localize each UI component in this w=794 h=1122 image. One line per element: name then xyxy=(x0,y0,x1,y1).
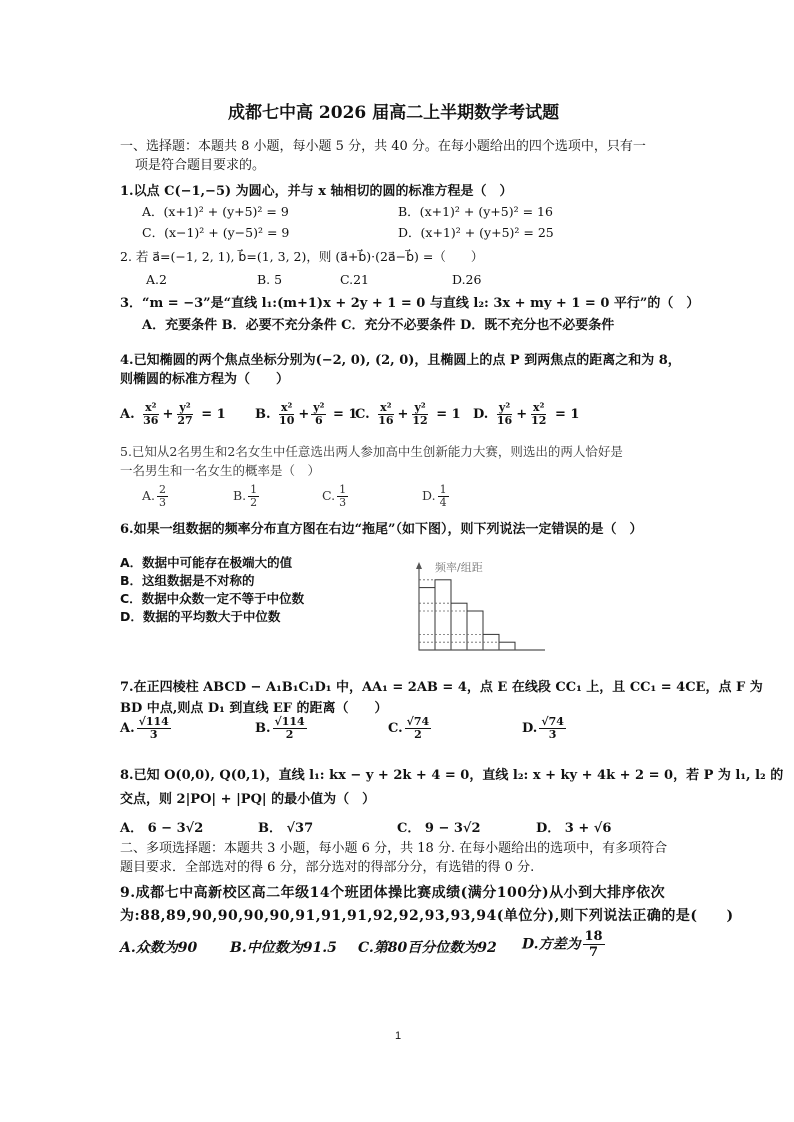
q9-option-b: B.中位数为91.5 xyxy=(230,940,337,956)
section2-heading: 二、多项选择题：本题共 3 小题，每小题 6 分，共 18 分. 在每小题给出的选项中，有多项符合 xyxy=(120,841,668,856)
histogram-bar xyxy=(435,580,451,650)
q2-option-d: D.26 xyxy=(452,272,482,287)
q5-option-d: D. $\frac{1}{4}$ xyxy=(422,483,447,509)
page-title: 成都七中高 2026 届高二上半期数学考试题 xyxy=(228,103,560,123)
q2-stem: 2. 若 a⃗=(−1, 2, 1), b⃗=(1, 3, 2)，则 (a⃗+b⃗)·(2a⃗−b⃗) =（ ） xyxy=(120,249,484,264)
q1-option-d: D．(x+1)² + (y+5)² = 25 xyxy=(398,225,554,240)
q5-option-b: B. $\frac{1}{2}$ xyxy=(233,483,258,509)
q8-stem: 8.已知 O(0,0), Q(0,1)，直线 l₁: kx − y + 2k + 4 = 0，直线 l₂: x + ky + 4k + 2 = 0，若 P 为 l₁, l₂ 的 xyxy=(120,768,784,783)
q9-option-d: D.方差为 $\frac{18}{7}$ xyxy=(522,929,603,960)
histogram-bar xyxy=(467,611,483,650)
q4-stem: 4.已知椭圆的两个焦点坐标分别为(−2, 0), (2, 0)，且椭圆上的点 P 到两焦点的距离之和为 8， xyxy=(120,353,681,368)
q6-stem: 6.如果一组数据的频率分布直方图在右边“拖尾”（如下图），则下列说法一定错误的是（ ） xyxy=(120,522,643,537)
q5-stem-cont: 一名男生和一名女生的概率是（ ） xyxy=(120,463,321,478)
q9-option-a: A.众数为90 xyxy=(120,940,198,956)
q2-option-b: B. 5 xyxy=(257,272,283,287)
histogram-chart xyxy=(405,556,555,656)
q4-stem-cont: 则椭圆的标准方程为（ ） xyxy=(120,372,290,387)
page-number: 1 xyxy=(395,1030,402,1042)
q3-options: A．充要条件 B．必要不充分条件 C．充分不必要条件 D．既不充分也不必要条件 xyxy=(142,318,615,333)
q8-option-c: C． 9 − 3√2 xyxy=(397,821,481,836)
section2-heading-cont: 题目要求．全部选对的得 6 分，部分选对的得部分分，有选错的得 0 分. xyxy=(120,860,535,875)
q6-option-a: A．数据中可能存在极端大的值 xyxy=(120,555,293,570)
q5-option-a: A. $\frac{2}{3}$ xyxy=(142,483,167,509)
q6-option-b: B．这组数据是不对称的 xyxy=(120,573,255,588)
q9-stem-cont: 为:88,89,90,90,90,90,91,91,91,92,92,93,93,94(单位分),则下列说法正确的是( ) xyxy=(120,908,734,924)
q4-option-b: B. $\frac{\text{x²}}{10}$ + $\frac{\text{y²}}{6}$ = 1 xyxy=(255,401,358,427)
q7-option-d: D. $\frac{√74}{3}$ xyxy=(522,715,564,741)
q8-option-a: A． 6 − 3√2 xyxy=(120,821,204,836)
q8-option-d: D． 3 + √6 xyxy=(536,821,612,836)
histogram-bar xyxy=(419,588,435,650)
q7-option-a: A. $\frac{√114}{3}$ xyxy=(120,715,169,741)
histogram-bar xyxy=(499,642,515,650)
y-axis-label: 频率/组距 xyxy=(435,561,483,574)
q5-option-c: C. $\frac{1}{3}$ xyxy=(322,483,347,509)
section1-heading: 一、选择题：本题共 8 小题，每小题 5 分，共 40 分。在每小题给出的四个选项中，只有一 xyxy=(120,139,646,154)
q6-option-c: C．数据中众数一定不等于中位数 xyxy=(120,591,305,606)
q1-option-b: B．(x+1)² + (y+5)² = 16 xyxy=(398,204,553,219)
q7-option-b: B. $\frac{√114}{2}$ xyxy=(255,715,305,741)
q2-option-c: C.21 xyxy=(340,272,369,287)
q1-option-c: C．(x−1)² + (y−5)² = 9 xyxy=(142,225,290,240)
y-axis-arrow xyxy=(416,562,422,569)
q1-stem: 1.以点 C(−1,−5) 为圆心，并与 x 轴相切的圆的标准方程是（ ） xyxy=(120,184,513,199)
q7-stem-cont: BD 中点,则点 D₁ 到直线 EF 的距离（ ） xyxy=(120,701,388,716)
q4-option-c: C. $\frac{\text{x²}}{16}$ + $\frac{\text{y²}}{12}$ = 1 xyxy=(355,401,461,427)
q9-stem: 9.成都七中高新校区高二年级14个班团体操比赛成绩(满分100分)从小到大排序依次 xyxy=(120,885,666,901)
q5-stem: 5.已知从2名男生和2名女生中任意选出两人参加高中生创新能力大赛，则选出的两人恰好是 xyxy=(120,444,623,459)
q8-stem-cont: 交点，则 2|PO| + |PQ| 的最小值为（ ） xyxy=(120,792,376,807)
q2-option-a: A.2 xyxy=(146,272,167,287)
q3-stem: 3．“m = −3”是“直线 l₁:(m+1)x + 2y + 1 = 0 与直线 l₂: 3x + my + 1 = 0 平行”的（ ） xyxy=(120,296,700,311)
histogram-bar xyxy=(451,603,467,650)
q1-option-a: A．(x+1)² + (y+5)² = 9 xyxy=(142,204,289,219)
q4-option-d: D. $\frac{\text{y²}}{16}$ + $\frac{\text{x²}}{12}$ = 1 xyxy=(473,401,580,427)
q8-option-b: B． √37 xyxy=(258,821,314,836)
section1-heading-cont: 项是符合题目要求的。 xyxy=(135,158,266,173)
q6-option-d: D．数据的平均数大于中位数 xyxy=(120,609,281,624)
q7-option-c: C. $\frac{√74}{2}$ xyxy=(388,715,430,741)
q7-stem: 7.在正四棱柱 ABCD − A₁B₁C₁D₁ 中，AA₁ = 2AB = 4，点 E 在线段 CC₁ 上，且 CC₁ = 4CE，点 F 为 xyxy=(120,680,763,695)
q9-option-c: C.第80百分位数为92 xyxy=(358,940,497,956)
q4-option-a: A. $\frac{\text{x²}}{36}$ + $\frac{\text{y²}}{27}$ = 1 xyxy=(120,401,226,427)
